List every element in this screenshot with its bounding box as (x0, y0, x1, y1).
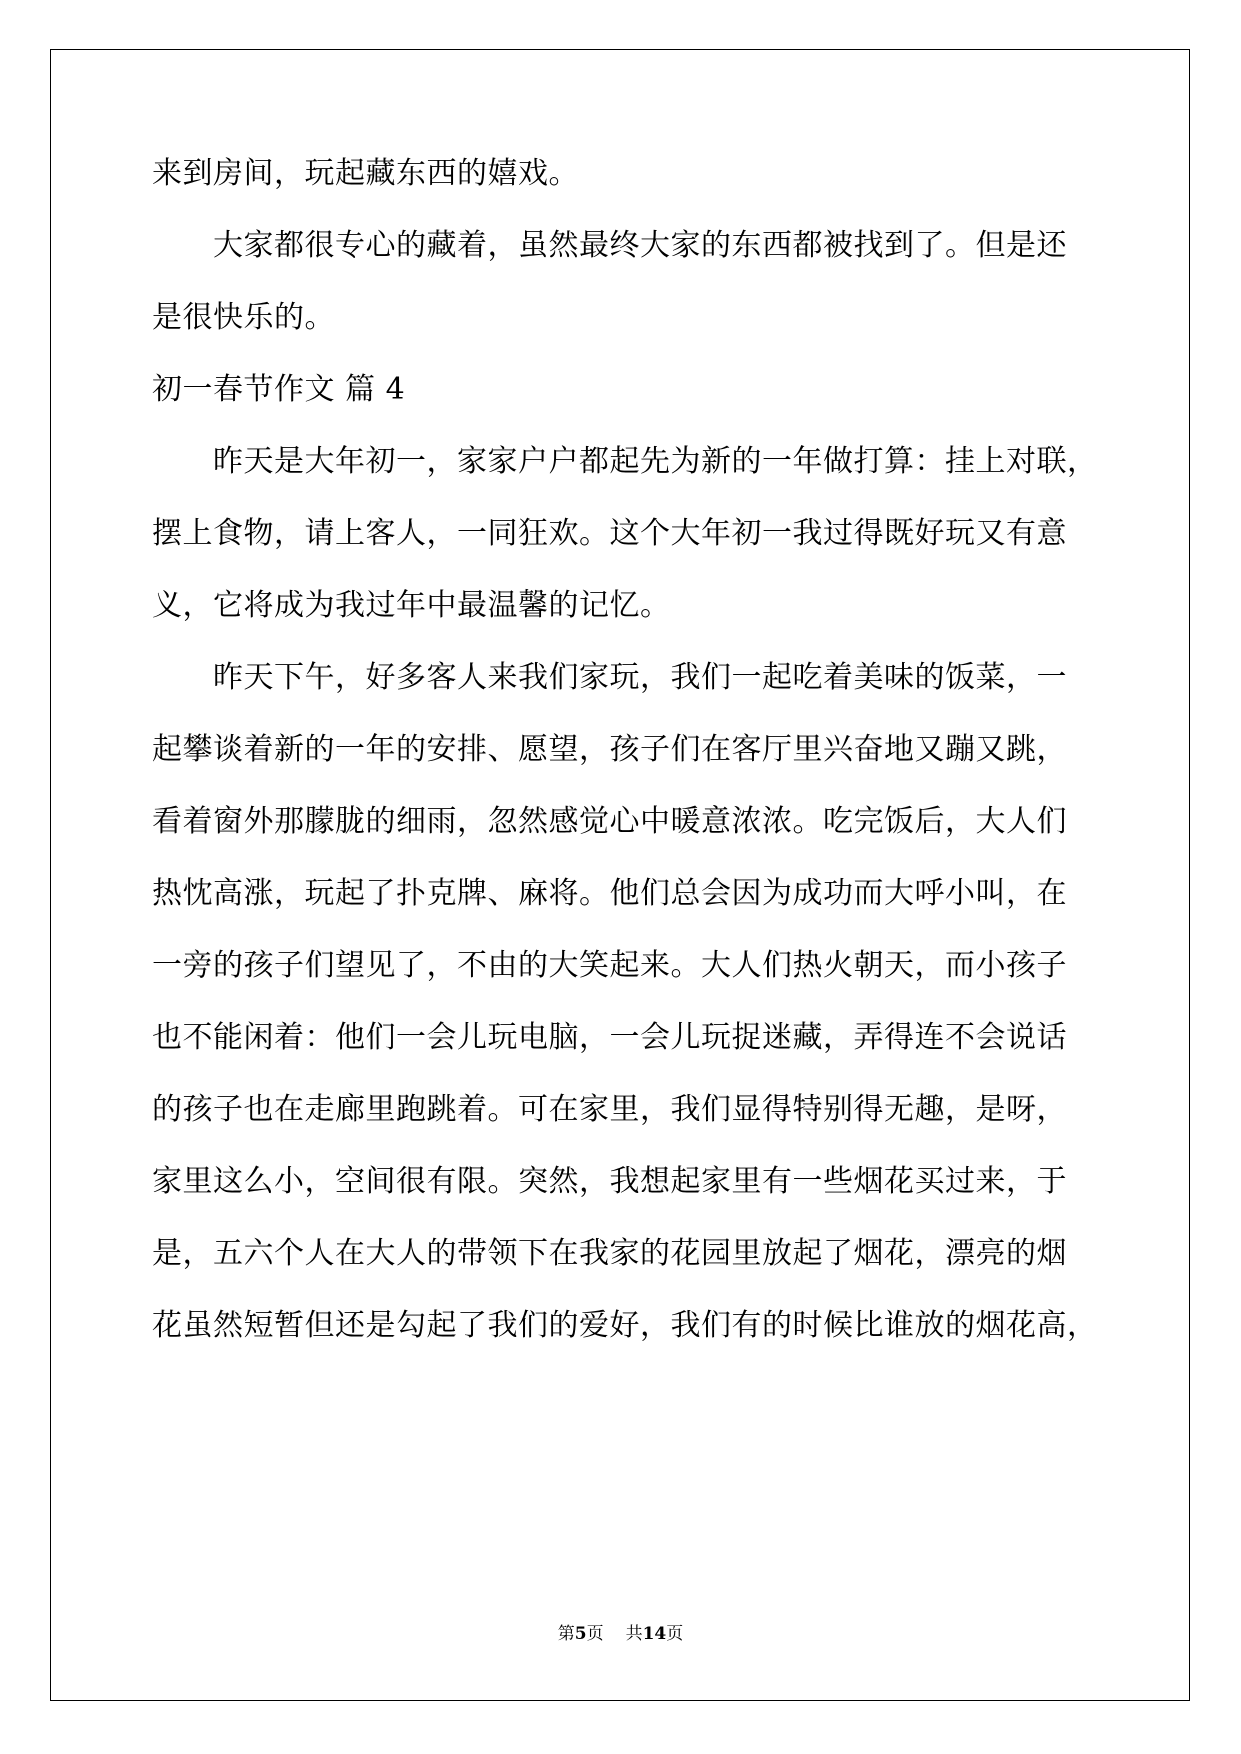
total-suffix: 页 (666, 1624, 684, 1644)
text-line: 是很快乐的。 (152, 300, 335, 335)
text-line: 的孩子也在走廊里跑跳着。可在家里，我们显得特别得无趣，是呀， (152, 1092, 1067, 1127)
page-footer (0, 1622, 1241, 1646)
text-line: 热忱高涨，玩起了扑克牌、麻将。他们总会因为成功而大呼小叫，在 (152, 876, 1067, 911)
text-line: 花虽然短暂但还是勾起了我们的爱好，我们有的时候比谁放的烟花高， (152, 1308, 1098, 1343)
text-line: 也不能闲着：他们一会儿玩电脑，一会儿玩捉迷藏，弄得连不会说话 (152, 1020, 1067, 1055)
text-line: 看着窗外那朦胧的细雨，忽然感觉心中暖意浓浓。吃完饭后，大人们 (152, 804, 1067, 839)
text-line: 家里这么小，空间很有限。突然，我想起家里有一些烟花买过来，于 (152, 1164, 1067, 1199)
page-prefix: 第 (557, 1624, 575, 1644)
text-line: 是，五六个人在大人的带领下在我家的花园里放起了烟花，漂亮的烟 (152, 1236, 1067, 1271)
paragraph-first-line: 昨天是大年初一，家家户户都起先为新的一年做打算：挂上对联， (213, 444, 1098, 479)
paragraph-first-line: 昨天下午，好多客人来我们家玩，我们一起吃着美味的饭菜，一 (213, 660, 1067, 695)
section-heading: 初一春节作文 篇 4 (152, 372, 406, 407)
text-line: 起攀谈着新的一年的安排、愿望，孩子们在客厅里兴奋地又蹦又跳， (152, 732, 1067, 767)
paragraph-first-line: 大家都很专心的藏着，虽然最终大家的东西都被找到了。但是还 (213, 228, 1067, 263)
total-prefix: 共 (625, 1624, 643, 1644)
text-line: 摆上食物，请上客人，一同狂欢。这个大年初一我过得既好玩又有意 (152, 516, 1067, 551)
text-line: 一旁的孩子们望见了，不由的大笑起来。大人们热火朝天，而小孩子 (152, 948, 1067, 983)
text-line: 义，它将成为我过年中最温馨的记忆。 (152, 588, 671, 623)
total-pages: 14 (642, 1624, 667, 1644)
page-number: 5 (574, 1624, 587, 1644)
text-line: 来到房间，玩起藏东西的嬉戏。 (152, 156, 579, 191)
page-suffix: 页 (586, 1624, 604, 1644)
